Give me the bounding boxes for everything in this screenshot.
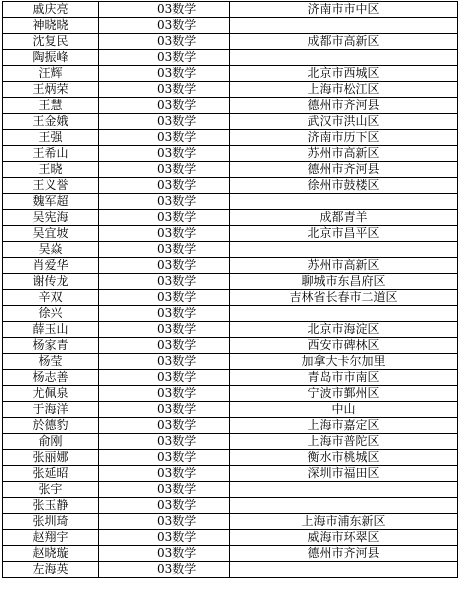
table-row <box>3 194 458 210</box>
table-row <box>3 82 458 98</box>
table-row <box>3 306 458 322</box>
table-row <box>3 274 458 290</box>
region-cell: 上海市松江区 <box>230 82 458 98</box>
table-row <box>3 338 458 354</box>
name-cell: 肖爱华 <box>3 258 99 274</box>
class-cell: 03数学 <box>99 130 230 146</box>
name-cell: 薛玉山 <box>3 322 99 338</box>
name-cell: 吴焱 <box>3 242 99 258</box>
class-cell: 03数学 <box>99 178 230 194</box>
name-cell: 魏军超 <box>3 194 99 210</box>
table-row <box>3 114 458 130</box>
region-cell: 威海市环翠区 <box>230 530 458 546</box>
class-cell: 03数学 <box>99 562 230 578</box>
name-cell: 戚庆亮 <box>3 2 99 18</box>
region-cell <box>230 18 458 34</box>
region-cell: 中山 <box>230 402 458 418</box>
class-cell: 03数学 <box>99 258 230 274</box>
name-cell: 王炳荣 <box>3 82 99 98</box>
name-cell: 赵晓璇 <box>3 546 99 562</box>
table-row <box>3 290 458 306</box>
region-cell: 德州市齐河县 <box>230 546 458 562</box>
region-cell: 苏州市高新区 <box>230 146 458 162</box>
class-cell: 03数学 <box>99 2 230 18</box>
class-cell: 03数学 <box>99 386 230 402</box>
table-row <box>3 242 458 258</box>
name-cell: 谢传龙 <box>3 274 99 290</box>
region-cell: 青岛市市南区 <box>230 370 458 386</box>
class-cell: 03数学 <box>99 194 230 210</box>
class-cell: 03数学 <box>99 114 230 130</box>
name-cell: 吴宜坡 <box>3 226 99 242</box>
name-cell: 陶振峰 <box>3 50 99 66</box>
table-row <box>3 130 458 146</box>
region-cell: 武汉市洪山区 <box>230 114 458 130</box>
region-cell: 成都市高新区 <box>230 34 458 50</box>
class-cell: 03数学 <box>99 466 230 482</box>
table-row <box>3 546 458 562</box>
roster-table <box>2 1 458 578</box>
table-row <box>3 66 458 82</box>
region-cell: 苏州市高新区 <box>230 258 458 274</box>
table-row <box>3 146 458 162</box>
region-cell <box>230 498 458 514</box>
table-row <box>3 226 458 242</box>
name-cell: 汪辉 <box>3 66 99 82</box>
table-row <box>3 354 458 370</box>
class-cell: 03数学 <box>99 306 230 322</box>
region-cell: 徐州市鼓楼区 <box>230 178 458 194</box>
region-cell: 衡水市桃城区 <box>230 450 458 466</box>
name-cell: 左海英 <box>3 562 99 578</box>
name-cell: 杨家青 <box>3 338 99 354</box>
name-cell: 杨莹 <box>3 354 99 370</box>
class-cell: 03数学 <box>99 66 230 82</box>
name-cell: 张丽娜 <box>3 450 99 466</box>
name-cell: 张宇 <box>3 482 99 498</box>
roster-table-body <box>3 2 458 578</box>
class-cell: 03数学 <box>99 546 230 562</box>
region-cell <box>230 482 458 498</box>
class-cell: 03数学 <box>99 290 230 306</box>
region-cell <box>230 306 458 322</box>
class-cell: 03数学 <box>99 18 230 34</box>
region-cell <box>230 50 458 66</box>
region-cell: 济南市市中区 <box>230 2 458 18</box>
table-row <box>3 322 458 338</box>
region-cell: 成都青羊 <box>230 210 458 226</box>
region-cell: 深圳市福田区 <box>230 466 458 482</box>
region-cell: 吉林省长春市二道区 <box>230 290 458 306</box>
name-cell: 俞刚 <box>3 434 99 450</box>
table-row <box>3 498 458 514</box>
class-cell: 03数学 <box>99 82 230 98</box>
region-cell <box>230 562 458 578</box>
class-cell: 03数学 <box>99 210 230 226</box>
region-cell: 宁波市鄞州区 <box>230 386 458 402</box>
class-cell: 03数学 <box>99 34 230 50</box>
region-cell: 上海市嘉定区 <box>230 418 458 434</box>
name-cell: 沈复民 <box>3 34 99 50</box>
name-cell: 徐兴 <box>3 306 99 322</box>
region-cell: 聊城市东昌府区 <box>230 274 458 290</box>
class-cell: 03数学 <box>99 370 230 386</box>
class-cell: 03数学 <box>99 322 230 338</box>
class-cell: 03数学 <box>99 162 230 178</box>
class-cell: 03数学 <box>99 498 230 514</box>
name-cell: 王晓 <box>3 162 99 178</box>
name-cell: 张圳琦 <box>3 514 99 530</box>
table-row <box>3 530 458 546</box>
region-cell: 上海市普陀区 <box>230 434 458 450</box>
class-cell: 03数学 <box>99 402 230 418</box>
class-cell: 03数学 <box>99 530 230 546</box>
table-row <box>3 386 458 402</box>
region-cell: 西安市碑林区 <box>230 338 458 354</box>
name-cell: 王慧 <box>3 98 99 114</box>
table-row <box>3 18 458 34</box>
class-cell: 03数学 <box>99 482 230 498</box>
class-cell: 03数学 <box>99 50 230 66</box>
region-cell <box>230 194 458 210</box>
region-cell <box>230 242 458 258</box>
class-cell: 03数学 <box>99 434 230 450</box>
region-cell: 德州市齐河县 <box>230 162 458 178</box>
name-cell: 张玉静 <box>3 498 99 514</box>
name-cell: 王希山 <box>3 146 99 162</box>
table-row <box>3 162 458 178</box>
name-cell: 王强 <box>3 130 99 146</box>
name-cell: 张延昭 <box>3 466 99 482</box>
name-cell: 辛双 <box>3 290 99 306</box>
table-row <box>3 258 458 274</box>
region-cell: 北京市昌平区 <box>230 226 458 242</box>
name-cell: 於德豹 <box>3 418 99 434</box>
name-cell: 王义誉 <box>3 178 99 194</box>
region-cell: 济南市历下区 <box>230 130 458 146</box>
table-row <box>3 450 458 466</box>
class-cell: 03数学 <box>99 514 230 530</box>
class-cell: 03数学 <box>99 354 230 370</box>
table-row <box>3 210 458 226</box>
name-cell: 吴宪海 <box>3 210 99 226</box>
table-row <box>3 2 458 18</box>
class-cell: 03数学 <box>99 226 230 242</box>
name-cell: 赵翔宇 <box>3 530 99 546</box>
name-cell: 尤佩泉 <box>3 386 99 402</box>
region-cell: 北京市西城区 <box>230 66 458 82</box>
class-cell: 03数学 <box>99 98 230 114</box>
region-cell: 上海市浦东新区 <box>230 514 458 530</box>
table-row <box>3 50 458 66</box>
class-cell: 03数学 <box>99 338 230 354</box>
name-cell: 杨志善 <box>3 370 99 386</box>
name-cell: 神晓晓 <box>3 18 99 34</box>
name-cell: 王金娥 <box>3 114 99 130</box>
table-row <box>3 466 458 482</box>
table-row <box>3 34 458 50</box>
table-row <box>3 434 458 450</box>
table-row <box>3 418 458 434</box>
table-row <box>3 402 458 418</box>
table-row <box>3 482 458 498</box>
class-cell: 03数学 <box>99 450 230 466</box>
name-cell: 于海洋 <box>3 402 99 418</box>
region-cell: 加拿大卡尔加里 <box>230 354 458 370</box>
table-row <box>3 178 458 194</box>
region-cell: 德州市齐河县 <box>230 98 458 114</box>
table-row <box>3 562 458 578</box>
class-cell: 03数学 <box>99 274 230 290</box>
class-cell: 03数学 <box>99 418 230 434</box>
table-row <box>3 98 458 114</box>
table-row <box>3 370 458 386</box>
class-cell: 03数学 <box>99 146 230 162</box>
table-row <box>3 514 458 530</box>
class-cell: 03数学 <box>99 242 230 258</box>
region-cell: 北京市海淀区 <box>230 322 458 338</box>
